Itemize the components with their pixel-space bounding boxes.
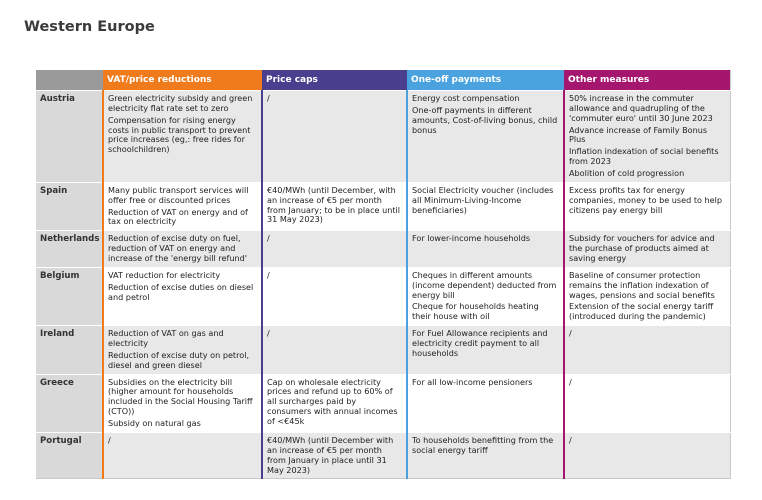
measure-item: Advance increase of Family Bonus Plus (569, 124, 708, 145)
measure-item: / (569, 328, 572, 339)
measure-item: / (267, 233, 270, 244)
measure-item: Compensation for rising energy costs in public transport to prevent price increases (eg,: free rides for schoolchildren) (108, 114, 251, 155)
country-name: Spain (36, 182, 103, 230)
other-measures-cell (564, 432, 730, 478)
table-row (36, 432, 730, 478)
measure-item: For lower-income households (412, 233, 531, 244)
measure-item: For Fuel Allowance recipients and electricity credit payment to all households (412, 328, 548, 358)
measure-item: Subsidies on the electricity bill (higher amount for households included in the Social Housing Tariff (CTO)) (108, 376, 253, 417)
header-one-off-payments: One-off payments (407, 70, 564, 91)
measure-item: €40/MWh (until December with an increase of €5 per month from January in place until 31 May 2023) (267, 434, 394, 475)
one-off-payments-cell (407, 267, 564, 325)
table-row (36, 91, 730, 183)
one-off-payments-cell (407, 326, 564, 374)
table-row (36, 374, 730, 432)
one-off-payments-cell (407, 91, 564, 183)
one-off-payments-cell (407, 182, 564, 230)
other-measures-cell (564, 326, 730, 374)
measure-item: / (267, 328, 270, 339)
measure-item: VAT reduction for electricity (108, 269, 221, 280)
header-price-caps: Price caps (262, 70, 407, 91)
measure-item: Cheque for households heating their house with oil (412, 301, 539, 322)
measure-item: Baseline of consumer protection remains the inflation indexation of wages, pensions and social benefits (569, 269, 715, 300)
measure-item: For all low-income pensioners (412, 376, 533, 387)
price-caps-cell (262, 91, 407, 183)
vat-price-reductions-cell (103, 326, 262, 374)
header-country (36, 70, 103, 91)
country-name: Belgium (36, 267, 103, 325)
measure-item: Subsidy for vouchers for advice and the purchase of products aimed at saving energy (569, 233, 715, 264)
vat-price-reductions-cell (103, 432, 262, 478)
measure-item: / (267, 269, 270, 280)
measure-item: Social Electricity voucher (includes all Minimum-Living-Income beneficiaries) (412, 184, 554, 215)
measure-item: €40/MWh (until December, with an increase of €5 per month from January; to be in place until 31 May 2023) (267, 184, 401, 225)
measure-item: Cheques in different amounts (income dependent) deducted from energy bill (412, 269, 557, 300)
other-measures-cell (564, 231, 730, 268)
energy-measures-table (36, 70, 731, 479)
vat-price-reductions-cell (103, 91, 262, 183)
measure-item: Many public transport services will offer free or discounted prices (108, 184, 249, 205)
header-vat-price-reductions: VAT/price reductions (103, 70, 262, 91)
measure-item: Reduction of excise duty on petrol, diesel and green diesel (108, 349, 250, 370)
page-title: Western Europe (24, 19, 155, 35)
vat-price-reductions-cell (103, 182, 262, 230)
country-name: Portugal (36, 432, 103, 478)
country-name: Ireland (36, 326, 103, 374)
measure-item: Green electricity subsidy and green electricity flat rate set to zero (108, 93, 253, 113)
measure-item: / (569, 376, 572, 387)
other-measures-cell (564, 374, 730, 432)
other-measures-cell (564, 91, 730, 183)
table-row (36, 182, 730, 230)
vat-price-reductions-cell (103, 374, 262, 432)
measure-item: One-off payments in different amounts, Cost-of-living bonus, child bonus (412, 104, 558, 135)
measure-item: 50% increase in the commuter allowance and quadrupling of the 'commuter euro' until 30 June 2023 (569, 93, 713, 123)
vat-price-reductions-cell (103, 267, 262, 325)
price-caps-cell (262, 326, 407, 374)
measure-item: Excess profits tax for energy companies, money to be used to help citizens pay energy bill (569, 184, 723, 215)
table-body (36, 91, 730, 479)
country-name: Austria (36, 91, 103, 183)
price-caps-cell (262, 182, 407, 230)
measure-item: Extension of the social energy tariff (introduced during the pandemic) (569, 301, 714, 322)
measure-item: Reduction of excise duty on fuel, reduction of VAT on energy and increase of the 'energy bill refund' (108, 233, 247, 264)
measure-item: To households benefitting from the social energy tariff (412, 434, 554, 455)
table-header-row (36, 70, 730, 91)
measure-item: Abolition of cold progression (569, 168, 685, 179)
measure-item: Energy cost compensation (412, 93, 520, 103)
country-name: Netherlands (36, 231, 103, 268)
measure-item: / (569, 434, 572, 445)
table-row (36, 267, 730, 325)
one-off-payments-cell (407, 432, 564, 478)
measure-item: Reduction of VAT on energy and of tax on electricity (108, 206, 248, 227)
price-caps-cell (262, 432, 407, 478)
measure-item: / (108, 434, 111, 445)
measure-item: Reduction of excise duties on diesel and petrol (108, 281, 254, 302)
one-off-payments-cell (407, 231, 564, 268)
vat-price-reductions-cell (103, 231, 262, 268)
measure-item: / (267, 93, 270, 103)
table-row (36, 231, 730, 268)
header-other-measures: Other measures (564, 70, 730, 91)
price-caps-cell (262, 231, 407, 268)
country-name: Greece (36, 374, 103, 432)
measure-item: Reduction of VAT on gas and electricity (108, 328, 224, 349)
other-measures-cell (564, 182, 730, 230)
measure-item: Cap on wholesale electricity prices and refund up to 60% of all surcharges paid by consumers with annual incomes of <€45k (267, 376, 398, 427)
other-measures-cell (564, 267, 730, 325)
table-row (36, 326, 730, 374)
price-caps-cell (262, 374, 407, 432)
measure-item: Subsidy on natural gas (108, 418, 201, 429)
price-caps-cell (262, 267, 407, 325)
measure-item: Inflation indexation of social benefits from 2023 (569, 146, 719, 167)
one-off-payments-cell (407, 374, 564, 432)
